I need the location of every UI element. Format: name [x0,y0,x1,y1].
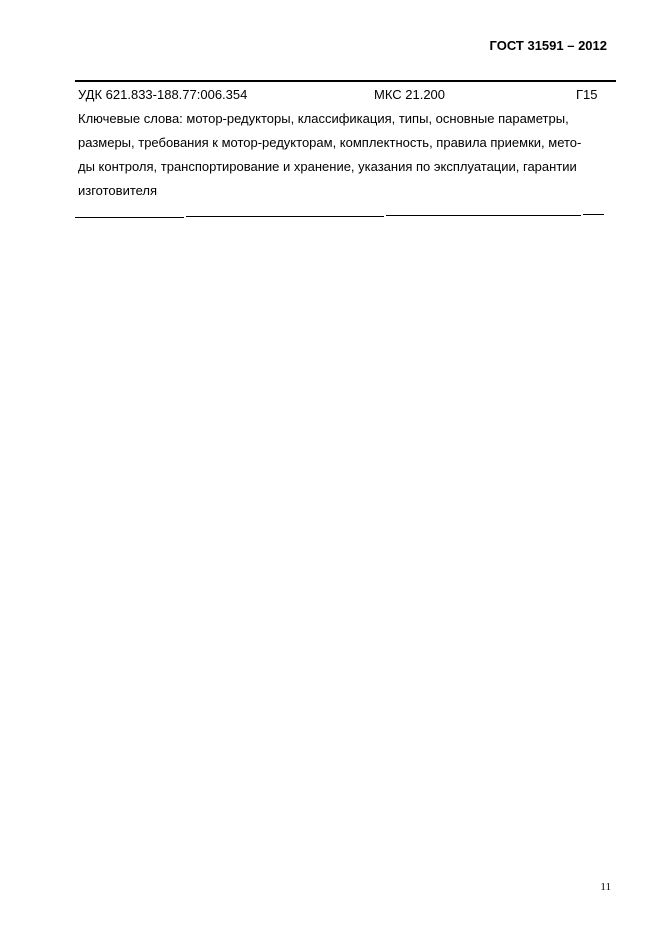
page-number: 11 [600,881,611,893]
header-rule [75,80,616,82]
group-code: Г15 [576,87,598,102]
keywords-line: изготовителя [78,183,158,198]
bottom-rule-segment [186,216,384,217]
document-code: ГОСТ 31591 – 2012 [489,38,607,53]
keywords-line: размеры, требования к мотор-редукторам, комплектность, правила приемки, мето- [78,135,582,150]
mks-code: МКС 21.200 [374,87,446,102]
keywords-line: Ключевые слова: мотор-редукторы, классификация, типы, основные параметры, [78,111,569,126]
keywords-paragraph [78,107,614,203]
keywords-line: ды контроля, транспортирование и хранение, указания по эксплуатации, гарантии [78,159,577,174]
bottom-rule-segment [583,214,604,215]
udk-code: УДК 621.833-188.77:006.354 [78,87,248,102]
bottom-rule-segment [386,215,581,216]
bottom-rule-segment [75,217,184,218]
